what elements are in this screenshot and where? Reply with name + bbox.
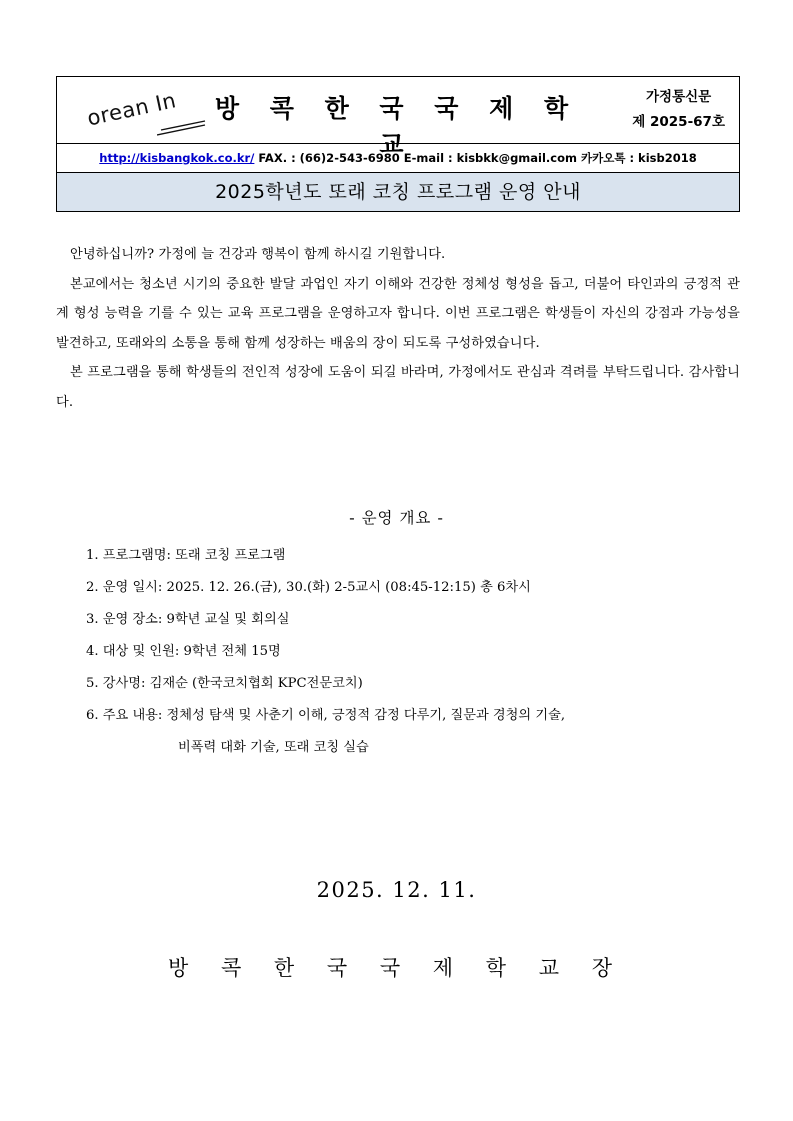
logo-text: orean In [85,88,179,131]
overview-title: - 운영 개요 - [349,509,444,527]
issue-date: 2025. 12. 11. [316,878,477,902]
overview-item-participants: 4. 대상 및 인원: 9학년 전체 15명 [86,644,281,659]
contact-details: FAX. : (66)2-543-6980 E-mail : kisbkk@gmail.com 카카오톡 : kisb2018 [254,151,697,165]
letterhead [56,76,740,212]
overview-item-location: 3. 운영 장소: 9학년 교실 및 회의실 [86,612,290,627]
school-website-link[interactable]: http://kisbangkok.co.kr/ [99,151,255,165]
overview-item-content-continued: 비폭력 대화 기술, 또래 코칭 실습 [178,740,369,755]
logo-swoosh-icon [157,117,207,137]
school-logo [57,77,207,143]
program-description-paragraph: 본교에서는 청소년 시기의 중요한 발달 과업인 자기 이해와 건강한 정체성 형성을 돕고, 더불어 타인과의 긍정적 관계 형성 능력을 기를 수 있는 교육 프로그램을 운영하고자 합니다. 이번 프로그램은 학생들이 자신의 강점과 가능성을 발견하고, 또래와의 소통을 통해 함께 성장하는 배움의 장이 되도록 구성하였습니다. [56,276,740,351]
notice-title: 2025학년도 또래 코칭 프로그램 운영 안내 [57,173,739,211]
greeting-paragraph: 안녕하십니까? 가정에 늘 건강과 행복이 함께 하시길 기원합니다. [70,247,446,262]
principal-signature: 방 콕 한 국 국 제 학 교 장 [168,956,625,980]
issue-number: 제 2025-67호 [632,114,725,130]
newsletter-info [632,85,725,135]
letter-body [56,240,740,417]
newsletter-label: 가정통신문 [646,89,712,105]
closing-paragraph: 본 프로그램을 통해 학생들의 전인적 성장에 도움이 되길 바라며, 가정에서도 관심과 격려를 부탁드립니다. 감사합니다. [56,365,740,410]
overview-item-schedule: 2. 운영 일시: 2025. 12. 26.(금), 30.(화) 2-5교시 (08:45-12:15) 총 6차시 [86,580,531,595]
contact-info [57,143,739,173]
overview-item-program-name: 1. 프로그램명: 또래 코칭 프로그램 [86,548,286,563]
school-name: 방 콕 한 국 국 제 학 교 [214,94,580,159]
overview-item-instructor: 5. 강사명: 김재순 (한국코치협회 KPC전문코치) [86,676,363,691]
overview-list [86,540,746,764]
overview-item-content: 6. 주요 내용: 정체성 탐색 및 사춘기 이해, 긍정적 감정 다루기, 질문과 경청의 기술, [86,708,566,723]
